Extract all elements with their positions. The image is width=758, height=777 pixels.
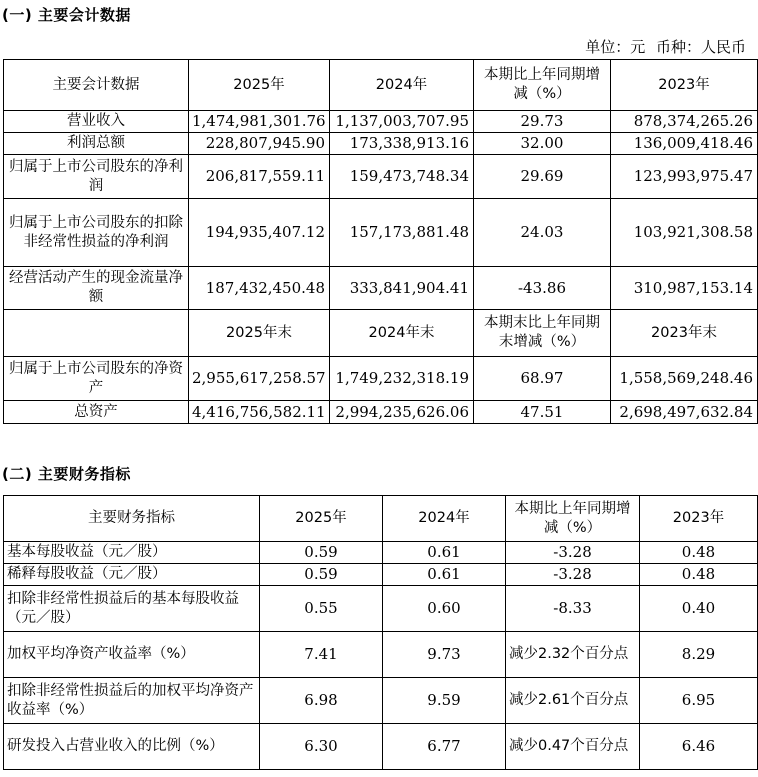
row-label: 经营活动产生的现金流量净额: [4, 267, 189, 310]
value-2024: 0.61: [383, 564, 506, 586]
value-2025: 0.55: [260, 586, 383, 632]
value-2024: 333,841,904.41: [330, 267, 474, 310]
value-2023: 103,921,308.58: [611, 199, 758, 267]
table-row: [4, 155, 758, 199]
value-2024: 0.61: [383, 542, 506, 564]
row-label: 研发投入占营业收入的比例（%）: [4, 724, 260, 770]
row-label: 归属于上市公司股东的净资产: [4, 357, 189, 401]
table-row: [4, 357, 758, 401]
header-cell: 2023年: [640, 496, 758, 542]
value-2025: 2,955,617,258.57: [189, 357, 330, 401]
row-label: 营业收入: [4, 111, 189, 133]
value-2023: 6.46: [640, 724, 758, 770]
table-row: [4, 542, 758, 564]
value-2023: 8.29: [640, 632, 758, 678]
value-2024: 1,137,003,707.95: [330, 111, 474, 133]
value-2023: 310,987,153.14: [611, 267, 758, 310]
value-2024: 0.60: [383, 586, 506, 632]
table-subheader-row: [4, 310, 758, 357]
row-label: 总资产: [4, 401, 189, 424]
value-change: 减少2.32个百分点: [506, 632, 640, 678]
value-2024: 173,338,913.16: [330, 133, 474, 155]
value-change: -8.33: [506, 586, 640, 632]
row-label: 扣除非经常性损益后的基本每股收益（元／股）: [4, 586, 260, 632]
value-2023: 0.40: [640, 586, 758, 632]
table-row: [4, 199, 758, 267]
value-2023: 0.48: [640, 542, 758, 564]
table-row: [4, 267, 758, 310]
value-change: 减少0.47个百分点: [506, 724, 640, 770]
value-2025: 1,474,981,301.76: [189, 111, 330, 133]
unit-label: 单位：元: [585, 38, 646, 56]
value-2024: 1,749,232,318.19: [330, 357, 474, 401]
value-change: 32.00: [474, 133, 611, 155]
value-2025: 6.98: [260, 678, 383, 724]
header-cell: 2024年末: [330, 310, 474, 357]
value-2024: 159,473,748.34: [330, 155, 474, 199]
value-2025: 0.59: [260, 542, 383, 564]
value-2025: 187,432,450.48: [189, 267, 330, 310]
value-change: 29.73: [474, 111, 611, 133]
value-2023: 2,698,497,632.84: [611, 401, 758, 424]
value-change: -3.28: [506, 542, 640, 564]
value-2025: 206,817,559.11: [189, 155, 330, 199]
value-2025: 7.41: [260, 632, 383, 678]
value-2024: 6.77: [383, 724, 506, 770]
value-2023: 123,993,975.47: [611, 155, 758, 199]
value-change: -3.28: [506, 564, 640, 586]
value-2025: 228,807,945.90: [189, 133, 330, 155]
value-2025: 4,416,756,582.11: [189, 401, 330, 424]
header-cell: 2024年: [383, 496, 506, 542]
header-cell: 主要会计数据: [4, 60, 189, 111]
financial-indicators-table: [3, 495, 758, 770]
value-2024: 9.59: [383, 678, 506, 724]
value-2024: 157,173,881.48: [330, 199, 474, 267]
table-row: [4, 724, 758, 770]
header-cell: 2023年末: [611, 310, 758, 357]
header-cell: 本期末比上年同期末增减（%）: [474, 310, 611, 357]
row-label: 基本每股收益（元／股）: [4, 542, 260, 564]
header-cell: 本期比上年同期增减（%）: [506, 496, 640, 542]
header-cell: 本期比上年同期增减（%）: [474, 60, 611, 111]
table-row: [4, 564, 758, 586]
section1-title: (一) 主要会计数据: [2, 6, 131, 24]
row-label: 利润总额: [4, 133, 189, 155]
header-cell: 2025年: [189, 60, 330, 111]
unit-line: [579, 36, 746, 57]
value-2023: 136,009,418.46: [611, 133, 758, 155]
accounting-data-table: [3, 59, 758, 424]
table-row: [4, 401, 758, 424]
header-cell: 2024年: [330, 60, 474, 111]
table-header-row: [4, 60, 758, 111]
table-row: [4, 678, 758, 724]
table-row: [4, 586, 758, 632]
value-change: 24.03: [474, 199, 611, 267]
value-2023: 878,374,265.26: [611, 111, 758, 133]
table-row: [4, 632, 758, 678]
table-row: [4, 133, 758, 155]
table-row: [4, 111, 758, 133]
value-2024: 9.73: [383, 632, 506, 678]
header-cell: 2025年末: [189, 310, 330, 357]
header-cell: 2025年: [260, 496, 383, 542]
value-change: 68.97: [474, 357, 611, 401]
value-2023: 6.95: [640, 678, 758, 724]
empty-header-cell: [4, 310, 189, 357]
value-2025: 0.59: [260, 564, 383, 586]
section2-title: (二) 主要财务指标: [2, 465, 131, 483]
value-change: 29.69: [474, 155, 611, 199]
row-label: 归属于上市公司股东的净利润: [4, 155, 189, 199]
value-2023: 0.48: [640, 564, 758, 586]
row-label: 稀释每股收益（元／股）: [4, 564, 260, 586]
table-header-row: [4, 496, 758, 542]
value-change: 47.51: [474, 401, 611, 424]
header-cell: 2023年: [611, 60, 758, 111]
value-2024: 2,994,235,626.06: [330, 401, 474, 424]
value-2025: 6.30: [260, 724, 383, 770]
header-cell: 主要财务指标: [4, 496, 260, 542]
row-label: 归属于上市公司股东的扣除非经常性损益的净利润: [4, 199, 189, 267]
value-2023: 1,558,569,248.46: [611, 357, 758, 401]
value-2025: 194,935,407.12: [189, 199, 330, 267]
currency-label: 币种：人民币: [655, 38, 746, 56]
row-label: 扣除非经常性损益后的加权平均净资产收益率（%）: [4, 678, 260, 724]
value-change: 减少2.61个百分点: [506, 678, 640, 724]
value-change: -43.86: [474, 267, 611, 310]
row-label: 加权平均净资产收益率（%）: [4, 632, 260, 678]
